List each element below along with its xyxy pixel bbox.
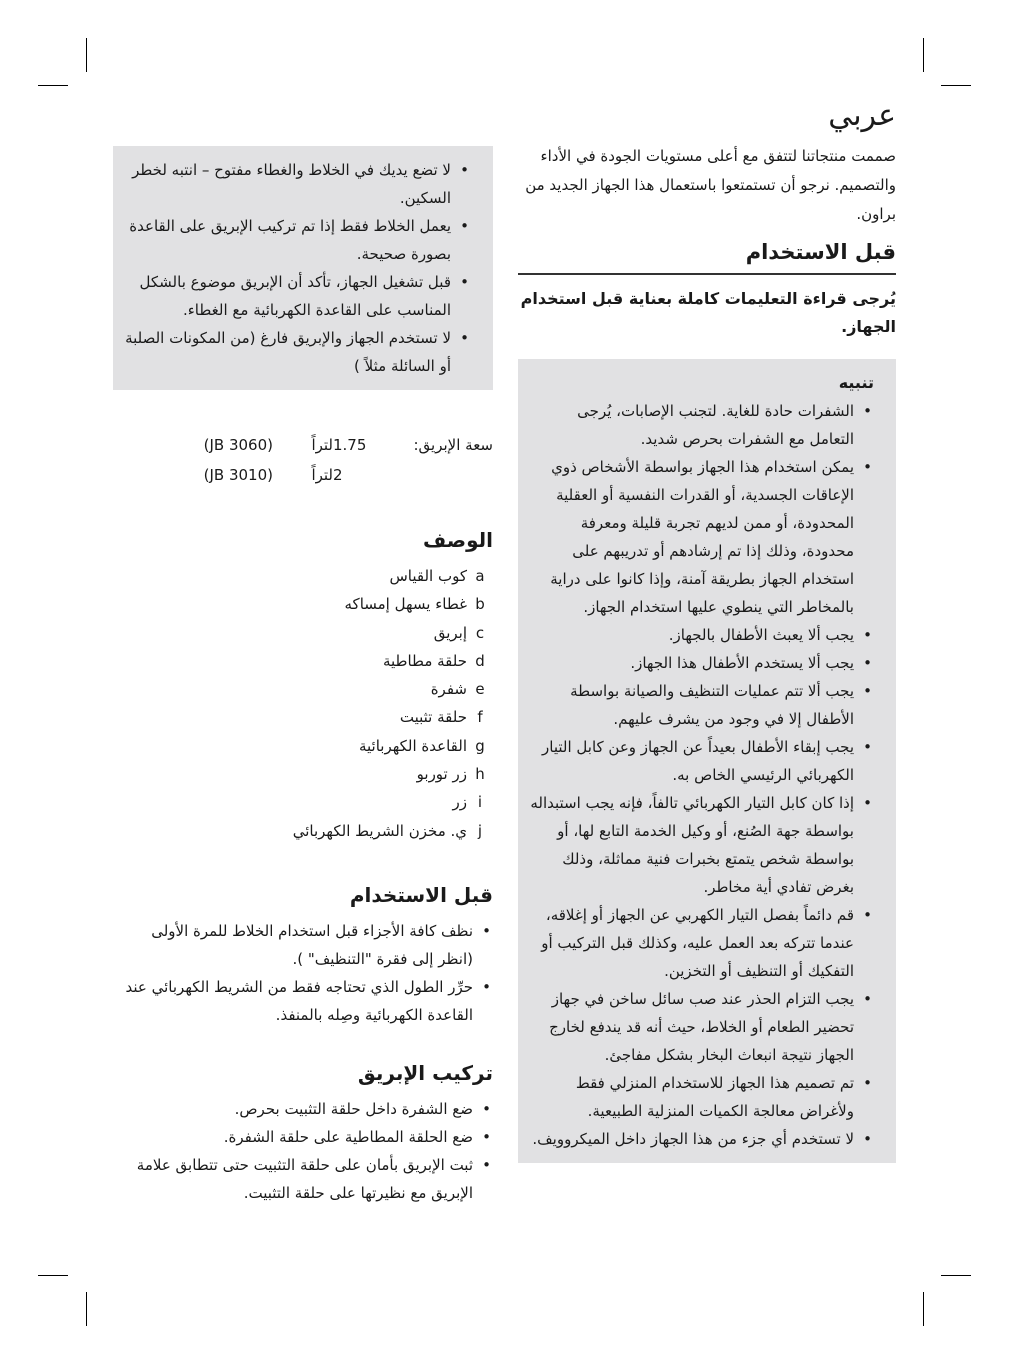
- item-letter: i: [477, 793, 483, 812]
- warning-item: • قم دائماً بفصل التيار الكهربي عن الجهاز أو إغلاقه، عندما تتركه بعد العمل عليه، وكذلك قبل التركيب أو التفكيك أو التنظيف أو التخزين.: [528, 901, 874, 985]
- item-letter: j: [477, 821, 483, 840]
- jug-capacity: [113, 430, 493, 490]
- assembly-section: [113, 1057, 493, 1207]
- crop-mark: [923, 38, 924, 72]
- description-section: [113, 524, 493, 845]
- capacity-row: [113, 430, 493, 460]
- crop-mark: [941, 1275, 971, 1276]
- caution-item: • يعمل الخلاط فقط إذا تم تركيب الإبريق على القاعدة بصورة صحيحة.: [123, 212, 471, 268]
- item-letter: c: [475, 623, 485, 642]
- warning-box: [518, 359, 896, 1163]
- item-text: غطاء يسهل إمساكه: [344, 595, 467, 614]
- warning-item: • لا تستخدم أي جزء من هذا الجهاز داخل الميكروويف.: [528, 1125, 874, 1153]
- before-use-list: [113, 917, 493, 1029]
- description-heading: الوصف: [422, 528, 493, 552]
- caution-box: [113, 146, 493, 390]
- assembly-item: • ثبت الإبريق بأمان على حلقة التثبيت حتى تتطابق علامة الإبريق مع نظيرتها على حلقة التثبيت.: [113, 1151, 493, 1207]
- item-text: زر توربو: [416, 765, 467, 784]
- warning-item: • يجب ألا يستخدم الأطفال هذا الجهاز.: [528, 649, 874, 677]
- capacity-value: 2: [333, 466, 343, 484]
- description-item: [113, 703, 493, 731]
- capacity-model: (JB 3060): [203, 436, 273, 454]
- before-use-item: • نظف كافة الأجزاء قبل استخدام الخلاط للمرة الأولى (انظر إلى فقرة "التنظيف" ).: [113, 917, 493, 973]
- warning-item: • يجب ألا يعبث الأطفال بالجهاز.: [528, 621, 874, 649]
- warning-item: • يجب التزام الحذر عند صب سائل ساخن في جهاز تحضير الطعام أو الخلاط، حيث أنه قد يندفع لخارج الجهاز نتيجة انبعاث البخار بشكل مفاجئ.: [528, 985, 874, 1069]
- item-text: إبريق: [433, 623, 467, 642]
- caution-item: • قبل تشغيل الجهاز، تأكد أن الإبريق موضوع بالشكل المناسب على القاعدة الكهربائية مع الغطاء.: [123, 268, 471, 324]
- capacity-row: [113, 460, 493, 490]
- item-text: حلقة مطاطية: [382, 651, 467, 670]
- before-use-item: • حرِّر الطول الذي تحتاجه فقط من الشريط الكهربائي عند القاعدة الكهربائية وصِله بالمنفذ.: [113, 973, 493, 1029]
- language-title: عربي: [828, 98, 896, 133]
- crop-mark: [941, 85, 971, 86]
- description-item: [113, 619, 493, 647]
- heading-rule: [518, 273, 896, 275]
- warning-item: • الشفرات حادة للغاية. لتجنب الإصابات، يُرجى التعامل مع الشفرات بحرص شديد.: [528, 397, 874, 453]
- description-item: [113, 732, 493, 760]
- item-letter: f: [477, 708, 483, 727]
- warning-item: • يجب إبقاء الأطفال بعيداً عن الجهاز وعن كابل التيار الكهربائي الرئيسي الخاص به.: [528, 733, 874, 789]
- capacity-unit: لتراً: [311, 436, 333, 454]
- capacity-unit: لتراً: [311, 466, 333, 484]
- item-text: ي. مخزن الشريط الكهربائي: [292, 821, 467, 840]
- description-item: [113, 817, 493, 845]
- caution-item: • لا تضع يديك في الخلاط والغطاء مفتوح – انتبه لخطر السكين.: [123, 156, 471, 212]
- before-use-heading: قبل الاستخدام: [745, 240, 896, 264]
- item-letter: b: [475, 595, 485, 614]
- crop-mark: [923, 1292, 924, 1326]
- assembly-heading: تركيب الإبريق: [357, 1060, 493, 1085]
- item-letter: a: [475, 567, 485, 585]
- item-letter: g: [475, 736, 485, 755]
- item-text: كوب القياس: [389, 567, 467, 585]
- crop-mark: [38, 85, 68, 86]
- warning-item: • يمكن استخدام هذا الجهاز بواسطة الأشخاص ذوي الإعاقات الجسدية، أو القدرات النفسية أو العقلية المحدودة، أو ممن لديهم تجربة قليلة ومعرفة محدودة، وذلك إذا تم إرشادهم أو تدريبهم على استخدام الجهاز بطريقة آمنة، وإذا كانوا على دراية بالمخاطر التي ينطوي عليها استخدام الجهاز.: [528, 453, 874, 621]
- capacity-model: (JB 3010): [203, 466, 273, 484]
- crop-mark: [86, 38, 87, 72]
- warning-title: تنبيه: [838, 373, 874, 392]
- assembly-list: [113, 1095, 493, 1207]
- crop-mark: [38, 1275, 68, 1276]
- before-use-heading-2: قبل الاستخدام: [349, 882, 493, 907]
- item-text: زر: [452, 793, 467, 812]
- warning-list: [528, 397, 874, 1153]
- capacity-label: سعة الإبريق:: [413, 436, 493, 454]
- item-text: حلقة تثبيت: [399, 708, 467, 727]
- warning-item: • إذا كان كابل التيار الكهربائي تالفاً، فإنه يجب استبداله بواسطة جهة الصُنع، أو وكيل الخدمة التابع لها، أو بواسطة شخص يتمتع بخبرات فنية مماثلة، وذلك بغرض تفادي أية مخاطر.: [528, 789, 874, 901]
- description-item: [113, 562, 493, 590]
- intro-paragraph: صممت منتجاتنا لتتفق مع أعلى مستويات الجودة في الأداء والتصميم. نرجو أن تستمتعوا باستعمال هذا الجهاز الجديد من براون.: [525, 147, 896, 223]
- assembly-item: • ضع الحلقة المطاطية على حلقة الشفرة.: [113, 1123, 493, 1151]
- capacity-value: 1.75: [333, 436, 367, 454]
- caution-list: [123, 156, 471, 380]
- caution-item: • لا تستخدم الجهاز والإبريق فارغ (من المكونات الصلبة أو السائلة مثلاً ): [123, 324, 471, 380]
- crop-mark: [86, 1292, 87, 1326]
- description-item: [113, 760, 493, 788]
- item-letter: h: [475, 765, 485, 784]
- assembly-item: • ضع الشفرة داخل حلقة التثبيت بحرص.: [113, 1095, 493, 1123]
- item-letter: e: [475, 680, 485, 699]
- description-item: [113, 590, 493, 618]
- before-use-section: [113, 879, 493, 1029]
- warning-item: • يجب ألا تتم عمليات التنظيف والصيانة بواسطة الأطفال إلا في وجود من يشرف عليهم.: [528, 677, 874, 733]
- item-letter: d: [475, 651, 485, 670]
- item-text: القاعدة الكهربائية: [358, 736, 467, 755]
- read-instructions: يُرجى قراءة التعليمات كاملة بعناية قبل استخدام الجهاز.: [520, 289, 896, 336]
- warning-item: • تم تصميم هذا الجهاز للاستخدام المنزلي فقط ولأغراض معالجة الكميات المنزلية الطبيعية.: [528, 1069, 874, 1125]
- description-item: [113, 647, 493, 675]
- description-item: [113, 788, 493, 816]
- left-column: [113, 146, 493, 1235]
- right-column: [518, 96, 896, 1163]
- item-text: شفرة: [430, 680, 467, 699]
- description-item: [113, 675, 493, 703]
